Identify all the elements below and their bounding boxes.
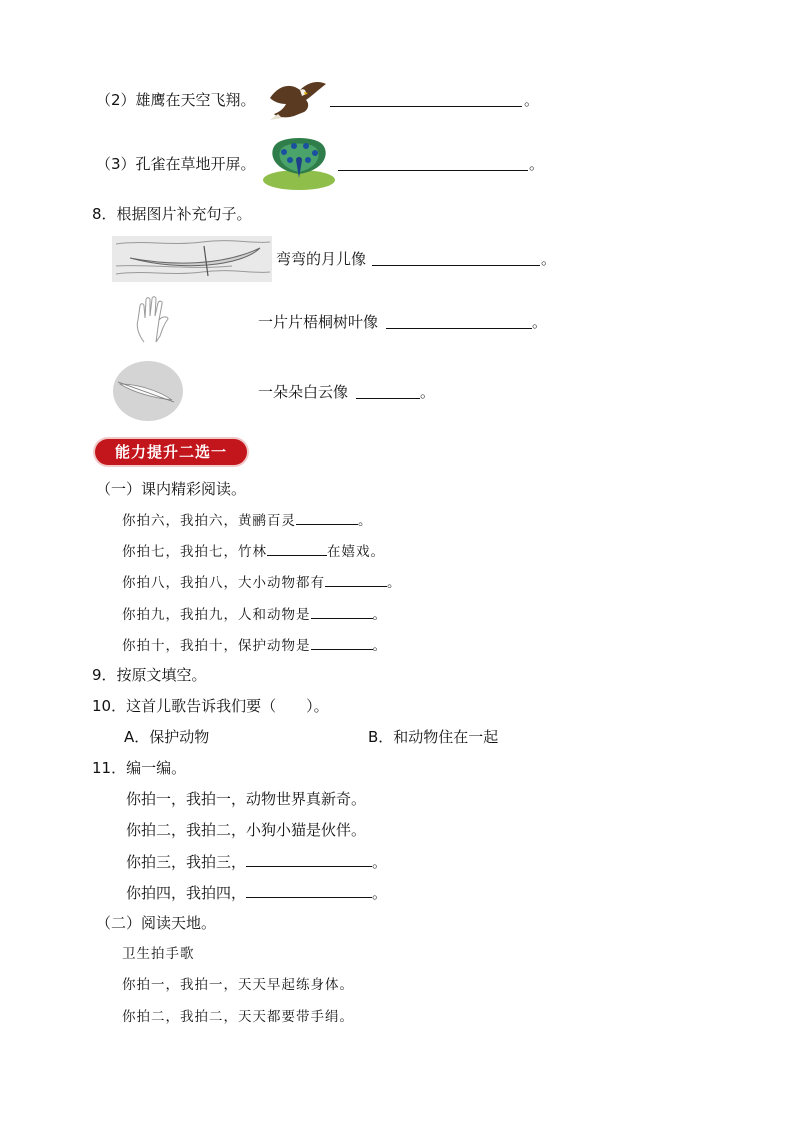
hand-icon (130, 294, 174, 346)
q7-item-2-blank[interactable] (330, 92, 522, 107)
q9: 9．按原文填空。 (92, 666, 207, 684)
poem1-blank[interactable] (296, 510, 358, 525)
q8-item-2: 一片片梧桐树叶像 (258, 313, 379, 331)
poem1-line: 你拍六，我拍六，黄鹂百灵 。 (122, 510, 373, 531)
poem2-title: 卫生拍手歌 (122, 946, 195, 962)
q11-line: 你拍二，我拍二，小狗小猫是伙伴。 (126, 821, 367, 839)
q10: 10．这首儿歌告诉我们要（ ）。 (92, 697, 329, 715)
part1-title: （一）课内精彩阅读。 (96, 480, 247, 498)
q11-blank[interactable] (246, 852, 372, 867)
q7-item-3-blank[interactable] (338, 156, 528, 171)
poem2-line: 你拍二，我拍二，天天都要带手绢。 (122, 1009, 354, 1025)
boat-icon (112, 236, 272, 282)
q11-line: 你拍四，我拍四， 。 (126, 884, 388, 902)
q7-item-3-end: 。 (529, 155, 545, 173)
part2-title: （二）阅读天地。 (96, 914, 217, 932)
poem1-blank[interactable] (267, 541, 327, 556)
feather-icon (112, 360, 184, 422)
q8-item-3-blank[interactable] (356, 384, 420, 399)
peacock-icon (262, 134, 336, 190)
q8-item-2-end: 。 (532, 313, 548, 331)
q7-item-2-end: 。 (524, 91, 540, 109)
poem1-line: 你拍十，我拍十，保护动物是 。 (122, 635, 387, 656)
q7-item-3: （3）孔雀在草地开屏。 (96, 155, 256, 173)
q10-option-b[interactable]: B．和动物住在一起 (368, 728, 499, 746)
poem1-line: 你拍八，我拍八，大小动物都有 。 (122, 572, 402, 593)
q8-item-3: 一朵朵白云像 (258, 383, 349, 401)
q11: 11．编一编。 (92, 759, 187, 777)
q8-item-1-end: 。 (541, 250, 557, 268)
poem1-blank[interactable] (311, 604, 373, 619)
q7-item-2: （2）雄鹰在天空飞翔。 (96, 91, 256, 109)
poem2-line: 你拍一，我拍一，天天早起练身体。 (122, 977, 354, 993)
poem1-blank[interactable] (311, 635, 373, 650)
section-banner: 能力提升二选一 (95, 439, 247, 465)
q11-line: 你拍一，我拍一，动物世界真新奇。 (126, 790, 367, 808)
eagle-icon (264, 78, 328, 122)
poem1-line: 你拍七，我拍七，竹林 在嬉戏。 (122, 541, 385, 562)
q8-item-2-blank[interactable] (386, 314, 532, 329)
q8-item-1-blank[interactable] (372, 251, 540, 266)
q8-item-1: 弯弯的月儿像 (276, 250, 367, 268)
poem1-line: 你拍九，我拍九，人和动物是 。 (122, 604, 387, 625)
poem1-blank[interactable] (325, 572, 387, 587)
q8-title: 8．根据图片补充句子。 (92, 205, 252, 223)
q10-option-a[interactable]: A．保护动物 (124, 728, 210, 746)
q11-blank[interactable] (246, 883, 372, 898)
q8-item-3-end: 。 (420, 383, 436, 401)
q11-line: 你拍三，我拍三， 。 (126, 853, 388, 871)
